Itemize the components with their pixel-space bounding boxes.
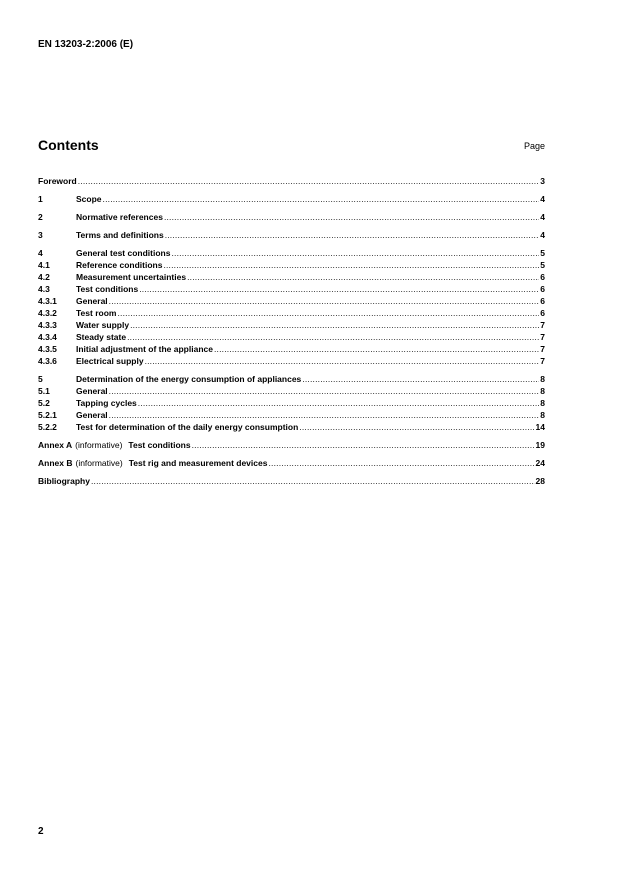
toc-page: 4 (540, 212, 545, 222)
toc-number: 4.3.6 (38, 356, 57, 366)
toc-title: Measurement uncertainties (76, 272, 187, 282)
toc-page: 6 (540, 296, 545, 306)
toc-title: Test rig and measurement devices (128, 458, 268, 468)
toc-title: Terms and definitions (76, 230, 164, 240)
toc-number: 2 (38, 212, 43, 222)
dot-leader (78, 175, 540, 187)
toc-number: 4.3.4 (38, 332, 57, 342)
toc-entry-annex-b[interactable] (38, 457, 545, 469)
contents-heading: Contents (38, 137, 99, 153)
toc-page: 28 (535, 476, 545, 486)
annex-label: Annex B (38, 458, 73, 468)
toc-number: 4 (38, 248, 43, 258)
toc-page: 8 (540, 398, 545, 408)
toc-entry-foreword[interactable] (38, 175, 545, 187)
toc-title: Reference conditions (76, 260, 163, 270)
toc-title: General (76, 410, 108, 420)
dot-leader (268, 457, 534, 469)
dot-leader (109, 409, 540, 421)
toc-entry-3[interactable] (38, 229, 545, 241)
toc-number: 5.2 (38, 398, 50, 408)
toc-page: 3 (540, 176, 545, 186)
toc-entry-4-2[interactable] (38, 271, 545, 283)
toc-number: 4.3.5 (38, 344, 57, 354)
toc-page: 8 (540, 386, 545, 396)
toc-page: 5 (540, 248, 545, 258)
table-of-contents (38, 175, 545, 487)
dot-leader (91, 475, 535, 487)
dot-leader (192, 439, 535, 451)
dot-leader (138, 397, 539, 409)
dot-leader (103, 193, 540, 205)
toc-page: 7 (540, 344, 545, 354)
dot-leader (109, 295, 540, 307)
toc-title: Steady state (76, 332, 127, 342)
dot-leader (127, 331, 539, 343)
toc-title: Bibliography (38, 476, 90, 486)
dot-leader (214, 343, 539, 355)
toc-page: 24 (535, 458, 545, 468)
toc-entry-annex-a[interactable] (38, 439, 545, 451)
dot-leader (145, 355, 540, 367)
toc-number: 3 (38, 230, 43, 240)
dot-leader (163, 259, 539, 271)
toc-entry-4[interactable] (38, 247, 545, 259)
toc-title: Water supply (76, 320, 130, 330)
toc-page: 8 (540, 374, 545, 384)
toc-number: 4.1 (38, 260, 50, 270)
page-number: 2 (38, 826, 44, 837)
toc-number: 5.2.1 (38, 410, 57, 420)
dot-leader (302, 373, 539, 385)
toc-page: 6 (540, 284, 545, 294)
annex-label: Annex A (38, 440, 73, 450)
page-column-label: Page (523, 141, 545, 151)
toc-page: 6 (540, 272, 545, 282)
toc-number: 5 (38, 374, 43, 384)
toc-entry-5-2[interactable] (38, 397, 545, 409)
toc-title: Test conditions (128, 440, 191, 450)
toc-page: 7 (540, 332, 545, 342)
toc-entry-4-3-6[interactable] (38, 355, 545, 367)
toc-entry-bibliography[interactable] (38, 475, 545, 487)
toc-page: 14 (535, 422, 545, 432)
toc-title: Foreword (38, 176, 77, 186)
dot-leader (109, 385, 540, 397)
toc-number: 4.3.2 (38, 308, 57, 318)
toc-entry-5-1[interactable] (38, 385, 545, 397)
toc-page: 4 (540, 194, 545, 204)
dot-leader (117, 307, 539, 319)
toc-number: 4.3.3 (38, 320, 57, 330)
toc-page: 6 (540, 308, 545, 318)
toc-entry-5-2-2[interactable] (38, 421, 545, 433)
toc-title: Test for determination of the daily energy consumption (76, 422, 299, 432)
dot-leader (299, 421, 534, 433)
toc-title: Determination of the energy consumption of appliances (76, 374, 302, 384)
toc-entry-1[interactable] (38, 193, 545, 205)
annex-note: (informative) (75, 458, 123, 468)
toc-title: General test conditions (76, 248, 171, 258)
dot-leader (187, 271, 539, 283)
toc-entry-4-1[interactable] (38, 259, 545, 271)
toc-page: 5 (540, 260, 545, 270)
dot-leader (164, 211, 539, 223)
toc-entry-4-3[interactable] (38, 283, 545, 295)
toc-entry-4-3-3[interactable] (38, 319, 545, 331)
toc-entry-4-3-2[interactable] (38, 307, 545, 319)
toc-title: Initial adjustment of the appliance (76, 344, 213, 354)
toc-number: 5.2.2 (38, 422, 57, 432)
toc-entry-4-3-5[interactable] (38, 343, 545, 355)
toc-number: 4.3.1 (38, 296, 57, 306)
dot-leader (171, 247, 539, 259)
toc-title: Tapping cycles (76, 398, 137, 408)
toc-entry-2[interactable] (38, 211, 545, 223)
annex-note: (informative) (75, 440, 123, 450)
toc-page: 8 (540, 410, 545, 420)
toc-page: 4 (540, 230, 545, 240)
toc-page: 7 (540, 356, 545, 366)
dot-leader (139, 283, 539, 295)
document-id: EN 13203-2:2006 (E) (38, 39, 134, 50)
toc-number: 1 (38, 194, 43, 204)
toc-number: 5.1 (38, 386, 50, 396)
toc-title: General (76, 386, 108, 396)
toc-entry-5[interactable] (38, 373, 545, 385)
toc-page: 19 (535, 440, 545, 450)
toc-title: Scope (76, 194, 102, 204)
toc-title: Normative references (76, 212, 163, 222)
toc-title: Test room (76, 308, 117, 318)
toc-entry-4-3-1[interactable] (38, 295, 545, 307)
toc-entry-4-3-4[interactable] (38, 331, 545, 343)
toc-title: Electrical supply (76, 356, 144, 366)
toc-title: Test conditions (76, 284, 139, 294)
toc-title: General (76, 296, 108, 306)
toc-page: 7 (540, 320, 545, 330)
dot-leader (165, 229, 540, 241)
dot-leader (130, 319, 539, 331)
toc-entry-5-2-1[interactable] (38, 409, 545, 421)
toc-number: 4.2 (38, 272, 50, 282)
toc-number: 4.3 (38, 284, 50, 294)
